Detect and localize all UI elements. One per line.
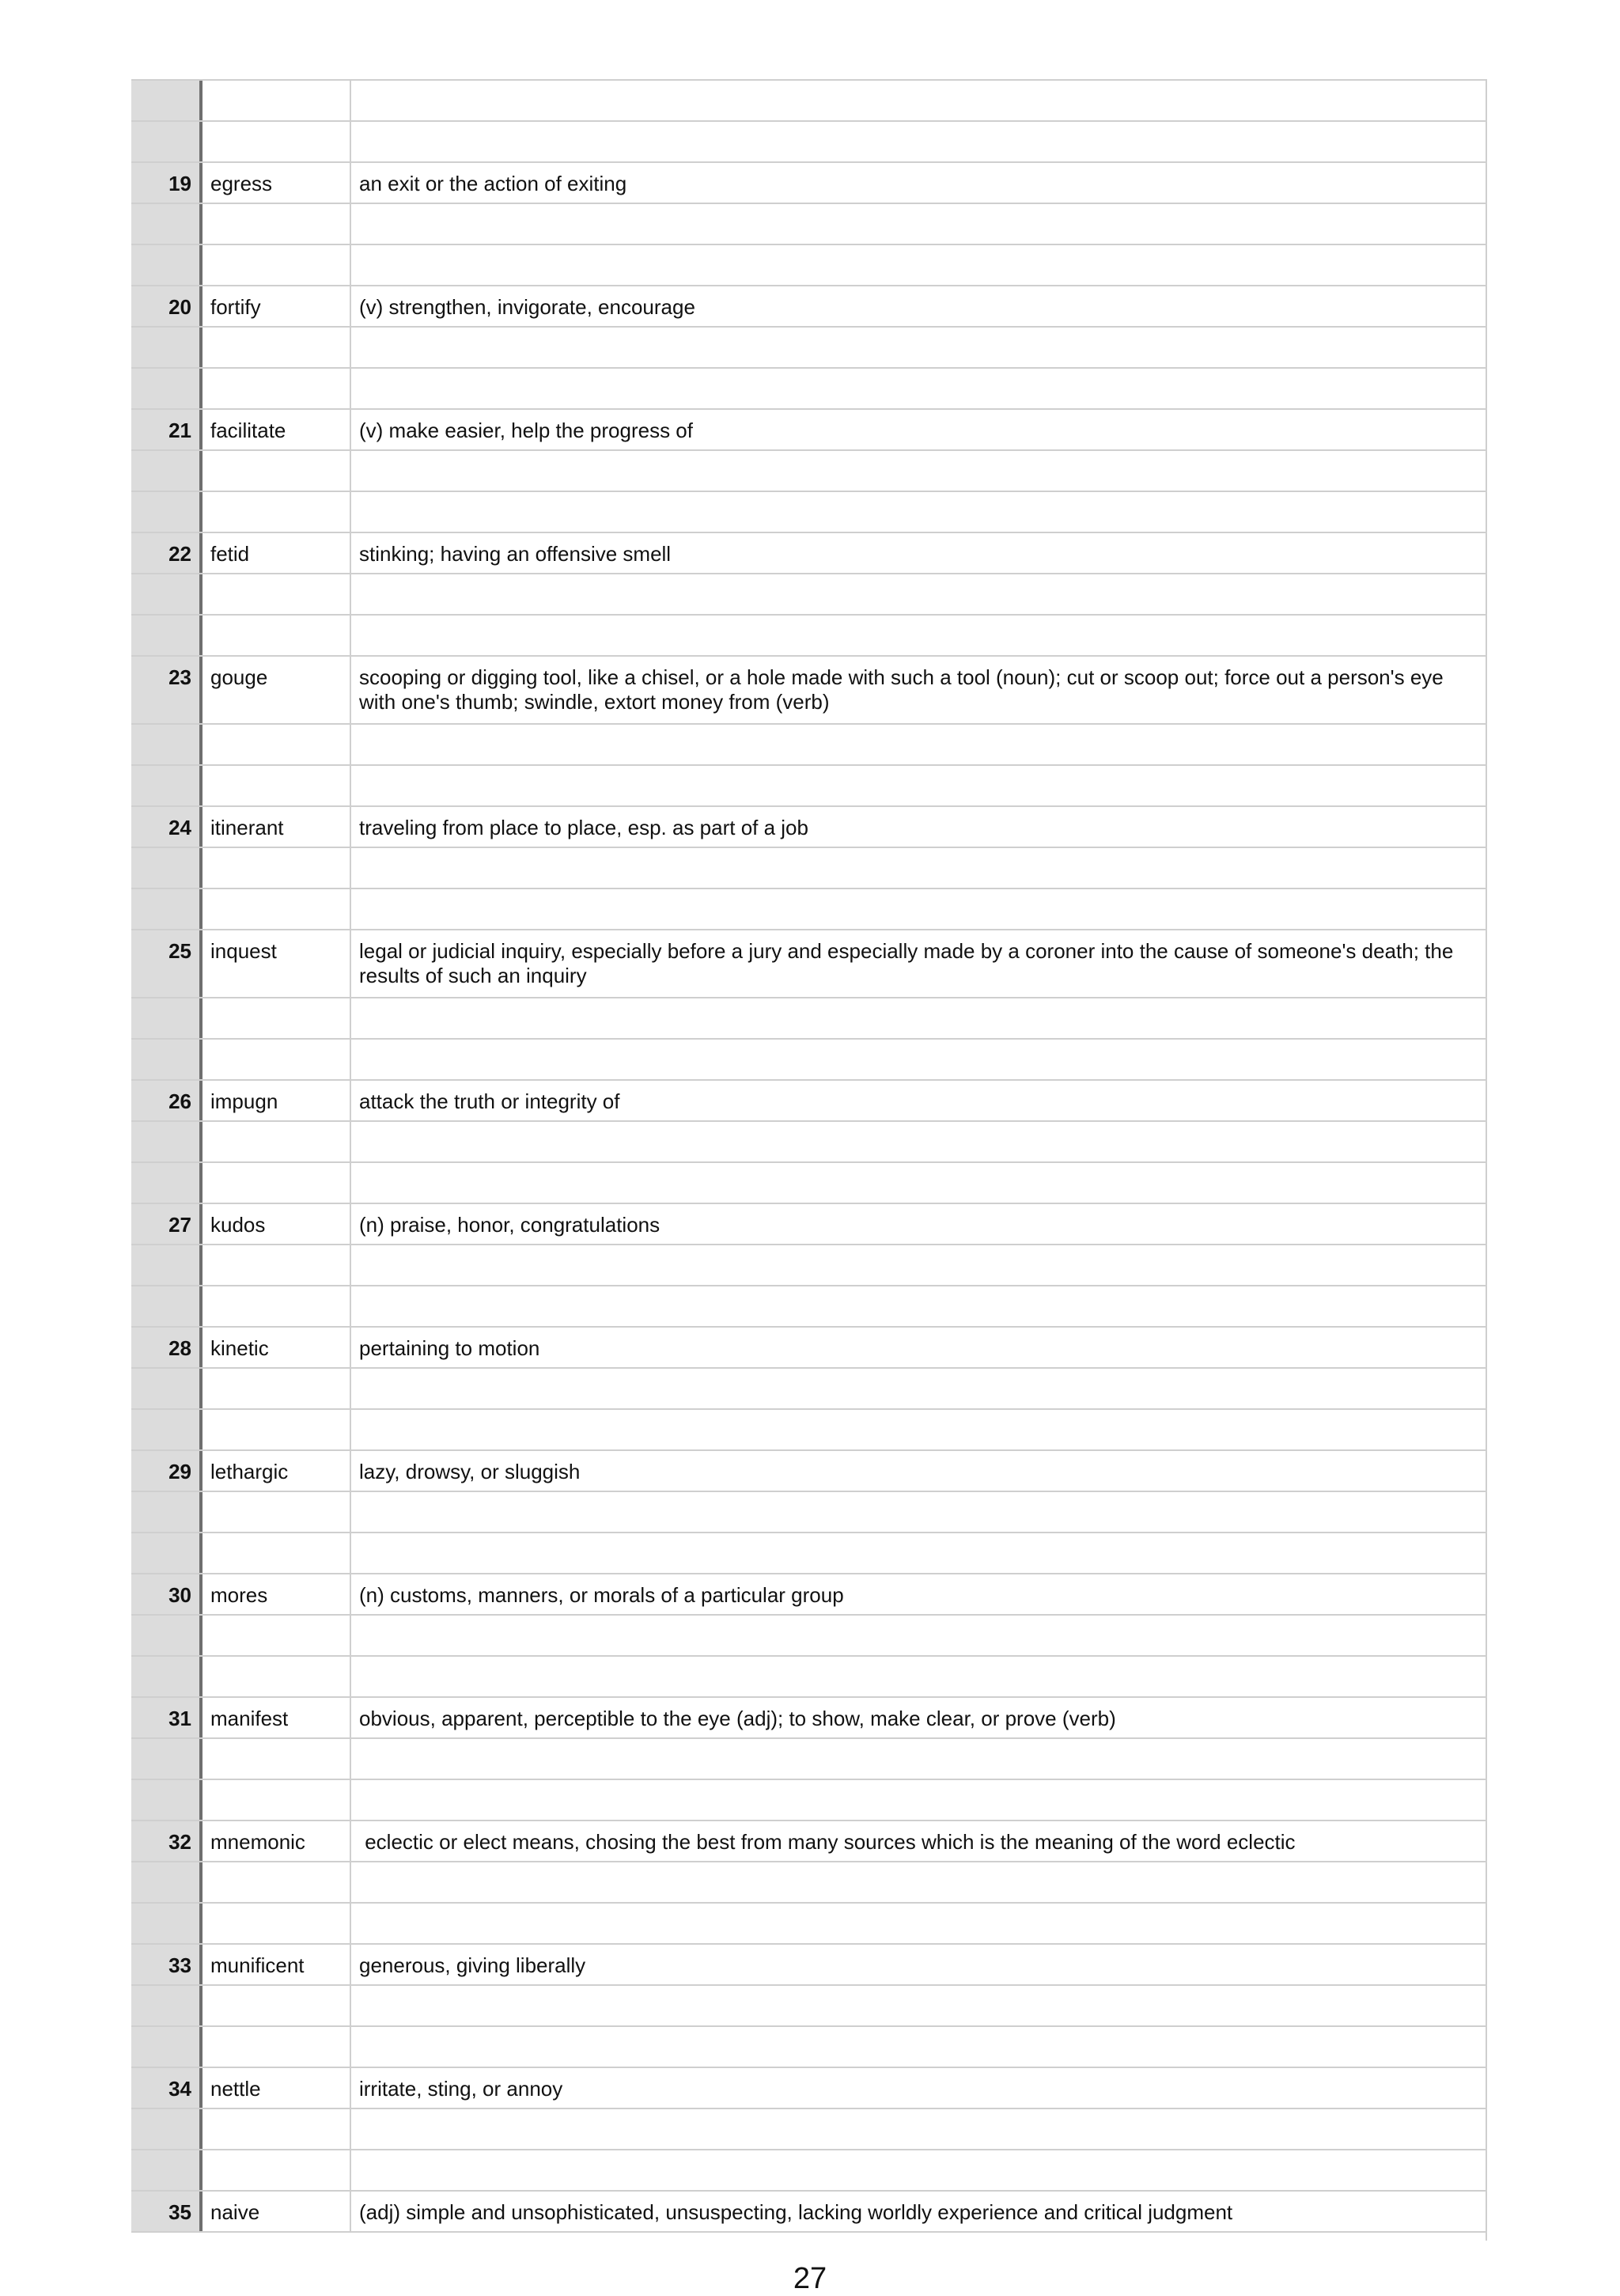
row-header — [131, 1369, 202, 1408]
definition-cell — [351, 616, 1486, 655]
definition-cell — [351, 2109, 1486, 2149]
row-number: 32 — [131, 1821, 202, 1861]
empty-row — [131, 725, 1486, 766]
definition-cell — [351, 451, 1486, 491]
definition-cell: (v) strengthen, invigorate, encourage — [359, 295, 695, 319]
definition-cell — [351, 369, 1486, 408]
word-cell: egress — [202, 163, 351, 203]
empty-row — [131, 848, 1486, 889]
word-cell: mores — [202, 1574, 351, 1614]
word-cell: fortify — [202, 286, 351, 326]
word-cell — [202, 574, 351, 614]
empty-row — [131, 1862, 1486, 1904]
table-row — [131, 286, 1486, 328]
word-cell — [202, 122, 351, 161]
table-row — [131, 807, 1486, 848]
row-header — [131, 998, 202, 1038]
word-cell — [202, 848, 351, 888]
definition-cell — [351, 1739, 1486, 1779]
word-cell — [202, 725, 351, 764]
definition-cell — [351, 1122, 1486, 1161]
word-cell: itinerant — [202, 807, 351, 847]
word-cell — [202, 1369, 351, 1408]
word-cell: mnemonic — [202, 1821, 351, 1861]
row-header — [131, 1286, 202, 1326]
definition-cell — [351, 2150, 1486, 2190]
definition-cell: irritate, sting, or annoy — [359, 2077, 563, 2101]
definition-cell — [351, 2027, 1486, 2067]
definition-cell — [351, 574, 1486, 614]
word-cell — [202, 2150, 351, 2190]
table-row — [131, 2192, 1486, 2233]
word-cell — [202, 1410, 351, 1449]
definition-cell — [351, 1040, 1486, 1079]
word-cell — [202, 616, 351, 655]
row-header — [131, 1739, 202, 1779]
table-row — [131, 1204, 1486, 1245]
definition-cell: (n) praise, honor, congratulations — [359, 1213, 660, 1237]
definition-cell: (n) customs, manners, or morals of a particular group — [359, 1583, 844, 1607]
row-header — [131, 328, 202, 367]
word-cell — [202, 1492, 351, 1532]
row-header — [131, 2109, 202, 2149]
row-header — [131, 1533, 202, 1573]
word-cell — [202, 1780, 351, 1820]
empty-row — [131, 1739, 1486, 1780]
definition-cell — [351, 492, 1486, 532]
table-row — [131, 1698, 1486, 1739]
empty-row — [131, 1040, 1486, 1081]
definition-cell — [351, 1904, 1486, 1943]
word-cell — [202, 1986, 351, 2025]
row-header — [131, 1986, 202, 2025]
table-row — [131, 1081, 1486, 1122]
row-header — [131, 1245, 202, 1285]
empty-row — [131, 204, 1486, 245]
definition-cell — [351, 1245, 1486, 1285]
empty-row — [131, 1616, 1486, 1657]
word-cell — [202, 492, 351, 532]
row-header — [131, 81, 202, 120]
empty-row — [131, 1657, 1486, 1698]
row-header — [131, 889, 202, 929]
empty-row — [131, 492, 1486, 533]
empty-row — [131, 616, 1486, 657]
definition-cell — [351, 81, 1486, 120]
word-cell — [202, 369, 351, 408]
empty-row — [131, 245, 1486, 286]
row-header — [131, 725, 202, 764]
row-number: 19 — [131, 163, 202, 203]
definition-cell: traveling from place to place, esp. as part of a job — [359, 816, 808, 839]
word-cell — [202, 1245, 351, 1285]
word-cell — [202, 1657, 351, 1696]
row-header — [131, 1163, 202, 1203]
definition-cell — [351, 1986, 1486, 2025]
definition-cell: stinking; having an offensive smell — [359, 542, 672, 566]
definition-cell: an exit or the action of exiting — [359, 172, 627, 195]
definition-cell: eclectic or elect means, chosing the best from many sources which is the meaning of the word eclectic — [359, 1830, 1296, 1854]
word-cell — [202, 766, 351, 805]
word-cell — [202, 2109, 351, 2149]
table-row — [131, 410, 1486, 451]
empty-row — [131, 1245, 1486, 1286]
definition-cell — [351, 1410, 1486, 1449]
row-number: 29 — [131, 1451, 202, 1491]
definition-cell — [351, 328, 1486, 367]
definition-cell — [351, 889, 1486, 929]
word-cell — [202, 451, 351, 491]
definition-cell — [351, 766, 1486, 805]
empty-row — [131, 998, 1486, 1040]
table-row — [131, 2068, 1486, 2109]
row-number: 25 — [131, 930, 202, 997]
definition-cell — [351, 1492, 1486, 1532]
definition-cell — [351, 245, 1486, 285]
word-cell: naive — [202, 2192, 351, 2231]
word-cell — [202, 245, 351, 285]
definition-cell — [351, 1780, 1486, 1820]
word-cell — [202, 998, 351, 1038]
row-header — [131, 1122, 202, 1161]
empty-row — [131, 1986, 1486, 2027]
empty-row — [131, 2027, 1486, 2068]
word-cell: nettle — [202, 2068, 351, 2108]
empty-row — [131, 1410, 1486, 1451]
row-header — [131, 616, 202, 655]
row-number: 28 — [131, 1328, 202, 1367]
empty-row — [131, 81, 1486, 122]
table-row — [131, 533, 1486, 574]
empty-row — [131, 1533, 1486, 1574]
definition-cell: obvious, apparent, perceptible to the eye (adj); to show, make clear, or prove (verb) — [359, 1707, 1116, 1730]
word-cell — [202, 1122, 351, 1161]
word-cell: kudos — [202, 1204, 351, 1244]
empty-row — [131, 574, 1486, 616]
row-header — [131, 1616, 202, 1655]
definition-cell — [351, 1286, 1486, 1326]
row-header — [131, 1492, 202, 1532]
row-header — [131, 369, 202, 408]
row-number: 33 — [131, 1945, 202, 1984]
empty-row — [131, 1904, 1486, 1945]
row-number: 20 — [131, 286, 202, 326]
definition-cell — [351, 1533, 1486, 1573]
word-cell: lethargic — [202, 1451, 351, 1491]
row-header — [131, 2027, 202, 2067]
empty-row — [131, 766, 1486, 807]
definition-cell — [351, 848, 1486, 888]
word-cell: facilitate — [202, 410, 351, 449]
table-row — [131, 657, 1486, 725]
definition-cell: scooping or digging tool, like a chisel, or a hole made with such a tool (noun); cut or scoop out; force out a person's eye with one's thumb; swindle, extort money from (verb) — [359, 665, 1444, 714]
row-header — [131, 1040, 202, 1079]
empty-row — [131, 2109, 1486, 2150]
empty-row — [131, 1163, 1486, 1204]
word-cell: munificent — [202, 1945, 351, 1984]
word-cell: inquest — [202, 930, 351, 997]
row-number: 21 — [131, 410, 202, 449]
empty-row — [131, 1369, 1486, 1410]
definition-cell: lazy, drowsy, or sluggish — [359, 1460, 581, 1483]
page-number: 27 — [793, 2262, 827, 2295]
row-header — [131, 2150, 202, 2190]
definition-cell: pertaining to motion — [359, 1336, 540, 1360]
row-number: 30 — [131, 1574, 202, 1614]
word-cell — [202, 1862, 351, 1902]
definition-cell — [351, 1862, 1486, 1902]
row-header — [131, 122, 202, 161]
word-cell — [202, 1739, 351, 1779]
word-cell — [202, 1904, 351, 1943]
row-header — [131, 451, 202, 491]
word-cell — [202, 1616, 351, 1655]
row-number: 35 — [131, 2192, 202, 2231]
row-header — [131, 1904, 202, 1943]
word-cell — [202, 889, 351, 929]
empty-row — [131, 1286, 1486, 1328]
table-row — [131, 1328, 1486, 1369]
empty-row — [131, 1122, 1486, 1163]
empty-row — [131, 1780, 1486, 1821]
empty-row — [131, 451, 1486, 492]
word-cell — [202, 1040, 351, 1079]
word-cell: gouge — [202, 657, 351, 723]
row-header — [131, 1780, 202, 1820]
row-header — [131, 492, 202, 532]
row-number: 22 — [131, 533, 202, 573]
definition-cell — [351, 998, 1486, 1038]
word-cell — [202, 81, 351, 120]
empty-row — [131, 2150, 1486, 2192]
definition-cell: generous, giving liberally — [359, 1953, 586, 1977]
empty-row — [131, 369, 1486, 410]
row-number: 26 — [131, 1081, 202, 1120]
row-number: 31 — [131, 1698, 202, 1737]
definition-cell — [351, 725, 1486, 764]
definition-cell: legal or judicial inquiry, especially before a jury and especially made by a coroner into the cause of someone's death; the results of such an inquiry — [359, 939, 1454, 987]
definition-cell — [351, 204, 1486, 244]
word-cell — [202, 2027, 351, 2067]
empty-row — [131, 889, 1486, 930]
definition-cell — [351, 122, 1486, 161]
row-number: 23 — [131, 657, 202, 723]
table-row — [131, 1451, 1486, 1492]
word-cell — [202, 328, 351, 367]
empty-row — [131, 328, 1486, 369]
word-cell: impugn — [202, 1081, 351, 1120]
row-header — [131, 1862, 202, 1902]
empty-row — [131, 1492, 1486, 1533]
word-cell: fetid — [202, 533, 351, 573]
definition-cell — [351, 1657, 1486, 1696]
definition-cell — [351, 1369, 1486, 1408]
word-cell: kinetic — [202, 1328, 351, 1367]
row-header — [131, 1657, 202, 1696]
row-header — [131, 574, 202, 614]
word-cell — [202, 1286, 351, 1326]
row-header — [131, 204, 202, 244]
row-header — [131, 1410, 202, 1449]
row-header — [131, 766, 202, 805]
definition-cell: attack the truth or integrity of — [359, 1089, 620, 1113]
word-cell — [202, 204, 351, 244]
table-row — [131, 1945, 1486, 1986]
table-row — [131, 1574, 1486, 1616]
definition-cell: (v) make easier, help the progress of — [359, 419, 693, 442]
word-cell — [202, 1163, 351, 1203]
row-header — [131, 245, 202, 285]
table-row — [131, 1821, 1486, 1862]
table-row — [131, 930, 1486, 998]
row-number: 27 — [131, 1204, 202, 1244]
empty-row — [131, 122, 1486, 163]
definition-cell — [351, 1616, 1486, 1655]
word-cell: manifest — [202, 1698, 351, 1737]
definition-cell: (adj) simple and unsophisticated, unsuspecting, lacking worldly experience and critical judgment — [359, 2200, 1233, 2224]
row-number: 34 — [131, 2068, 202, 2108]
table-row — [131, 163, 1486, 204]
definition-cell — [351, 1163, 1486, 1203]
word-cell — [202, 1533, 351, 1573]
row-number: 24 — [131, 807, 202, 847]
row-header — [131, 848, 202, 888]
spreadsheet-table — [131, 79, 1487, 2241]
